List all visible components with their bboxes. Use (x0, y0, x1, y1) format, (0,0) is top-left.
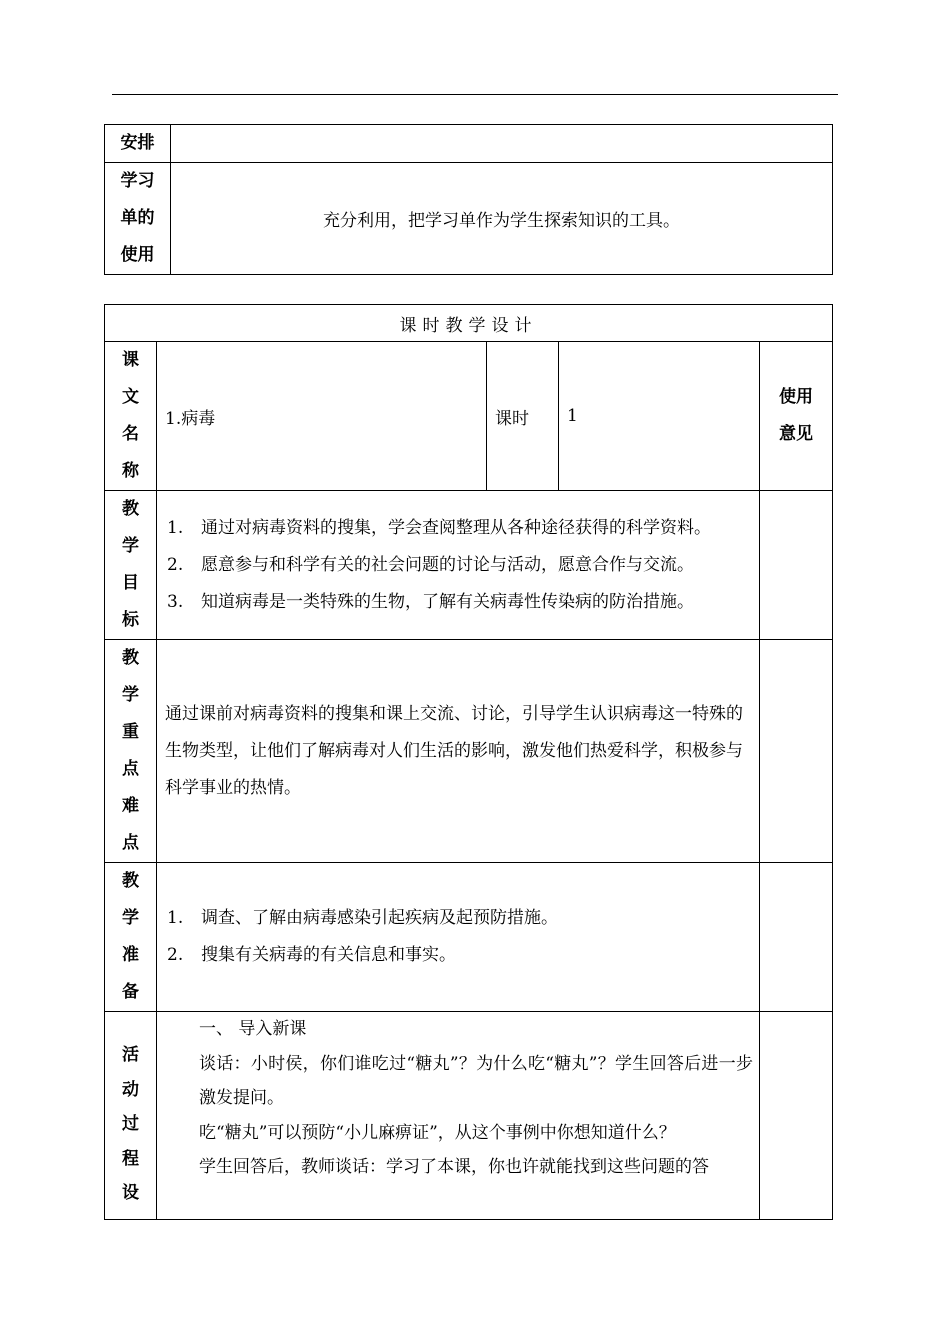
key-points-content: 通过课前对病毒资料的搜集和课上交流、讨论，引导学生认识病毒这一特殊的生物类型，让他们了解病毒对人们生活的影响，激发他们热爱科学，积极参与科学事业的热情。 (157, 640, 760, 863)
table-title: 课时教学设计 (105, 305, 833, 342)
lesson-design-table (104, 304, 833, 1220)
arrangement-content (171, 125, 833, 163)
preparation-content (157, 863, 760, 1012)
lesson-name-label: 课 文 名 称 (105, 342, 157, 491)
activity-content (157, 1012, 760, 1220)
list-item: 3. 知道病毒是一类特殊的生物，了解有关病毒性传染病的防治措施。 (167, 591, 694, 612)
list-item: 1. 调查、了解由病毒感染引起疾病及起预防措施。 (167, 908, 558, 928)
list-item: 2. 搜集有关病毒的有关信息和事实。 (167, 945, 456, 965)
key-points-opinion (760, 640, 833, 863)
activity-heading: 一、 导入新课 (199, 1019, 307, 1039)
preparation-label: 教 学 准 备 (105, 863, 157, 1012)
list-item: 2. 愿意参与和科学有关的社会问题的讨论与活动，愿意合作与交流。 (167, 554, 694, 575)
usage-table (104, 124, 833, 275)
goals-opinion (760, 491, 833, 640)
lesson-name: 1.病毒 (157, 342, 487, 491)
header-rule (112, 94, 838, 95)
activity-paragraph: 谈话：小时侯，你们谁吃过“糖丸”？为什么吃“糖丸”？学生回答后进一步激发提问。 (199, 1053, 753, 1108)
study-sheet-content: 充分利用，把学习单作为学生探索知识的工具。 (171, 163, 833, 275)
goals-label: 教 学 目 标 (105, 491, 157, 640)
activity-label: 活 动 过 程 设 (105, 1012, 157, 1220)
period-label: 课时 (487, 342, 559, 491)
preparation-opinion (760, 863, 833, 1012)
list-item: 1. 通过对病毒资料的搜集，学会查阅整理从各种途径获得的科学资料。 (167, 517, 711, 538)
opinion-label: 使用 意见 (760, 342, 833, 491)
activity-paragraph: 学生回答后，教师谈话：学习了本课，你也许就能找到这些问题的答 (199, 1157, 709, 1177)
activity-opinion (760, 1012, 833, 1220)
goals-content (157, 491, 760, 640)
study-sheet-label: 学习 单的 使用 (105, 163, 171, 275)
activity-paragraph: 吃“糖丸”可以预防“小儿麻痹证”，从这个事例中你想知道什么？ (199, 1122, 676, 1143)
arrangement-label: 安排 (105, 125, 171, 163)
period-value: 1 (559, 342, 760, 491)
key-points-label: 教 学 重 点 难 点 (105, 640, 157, 863)
